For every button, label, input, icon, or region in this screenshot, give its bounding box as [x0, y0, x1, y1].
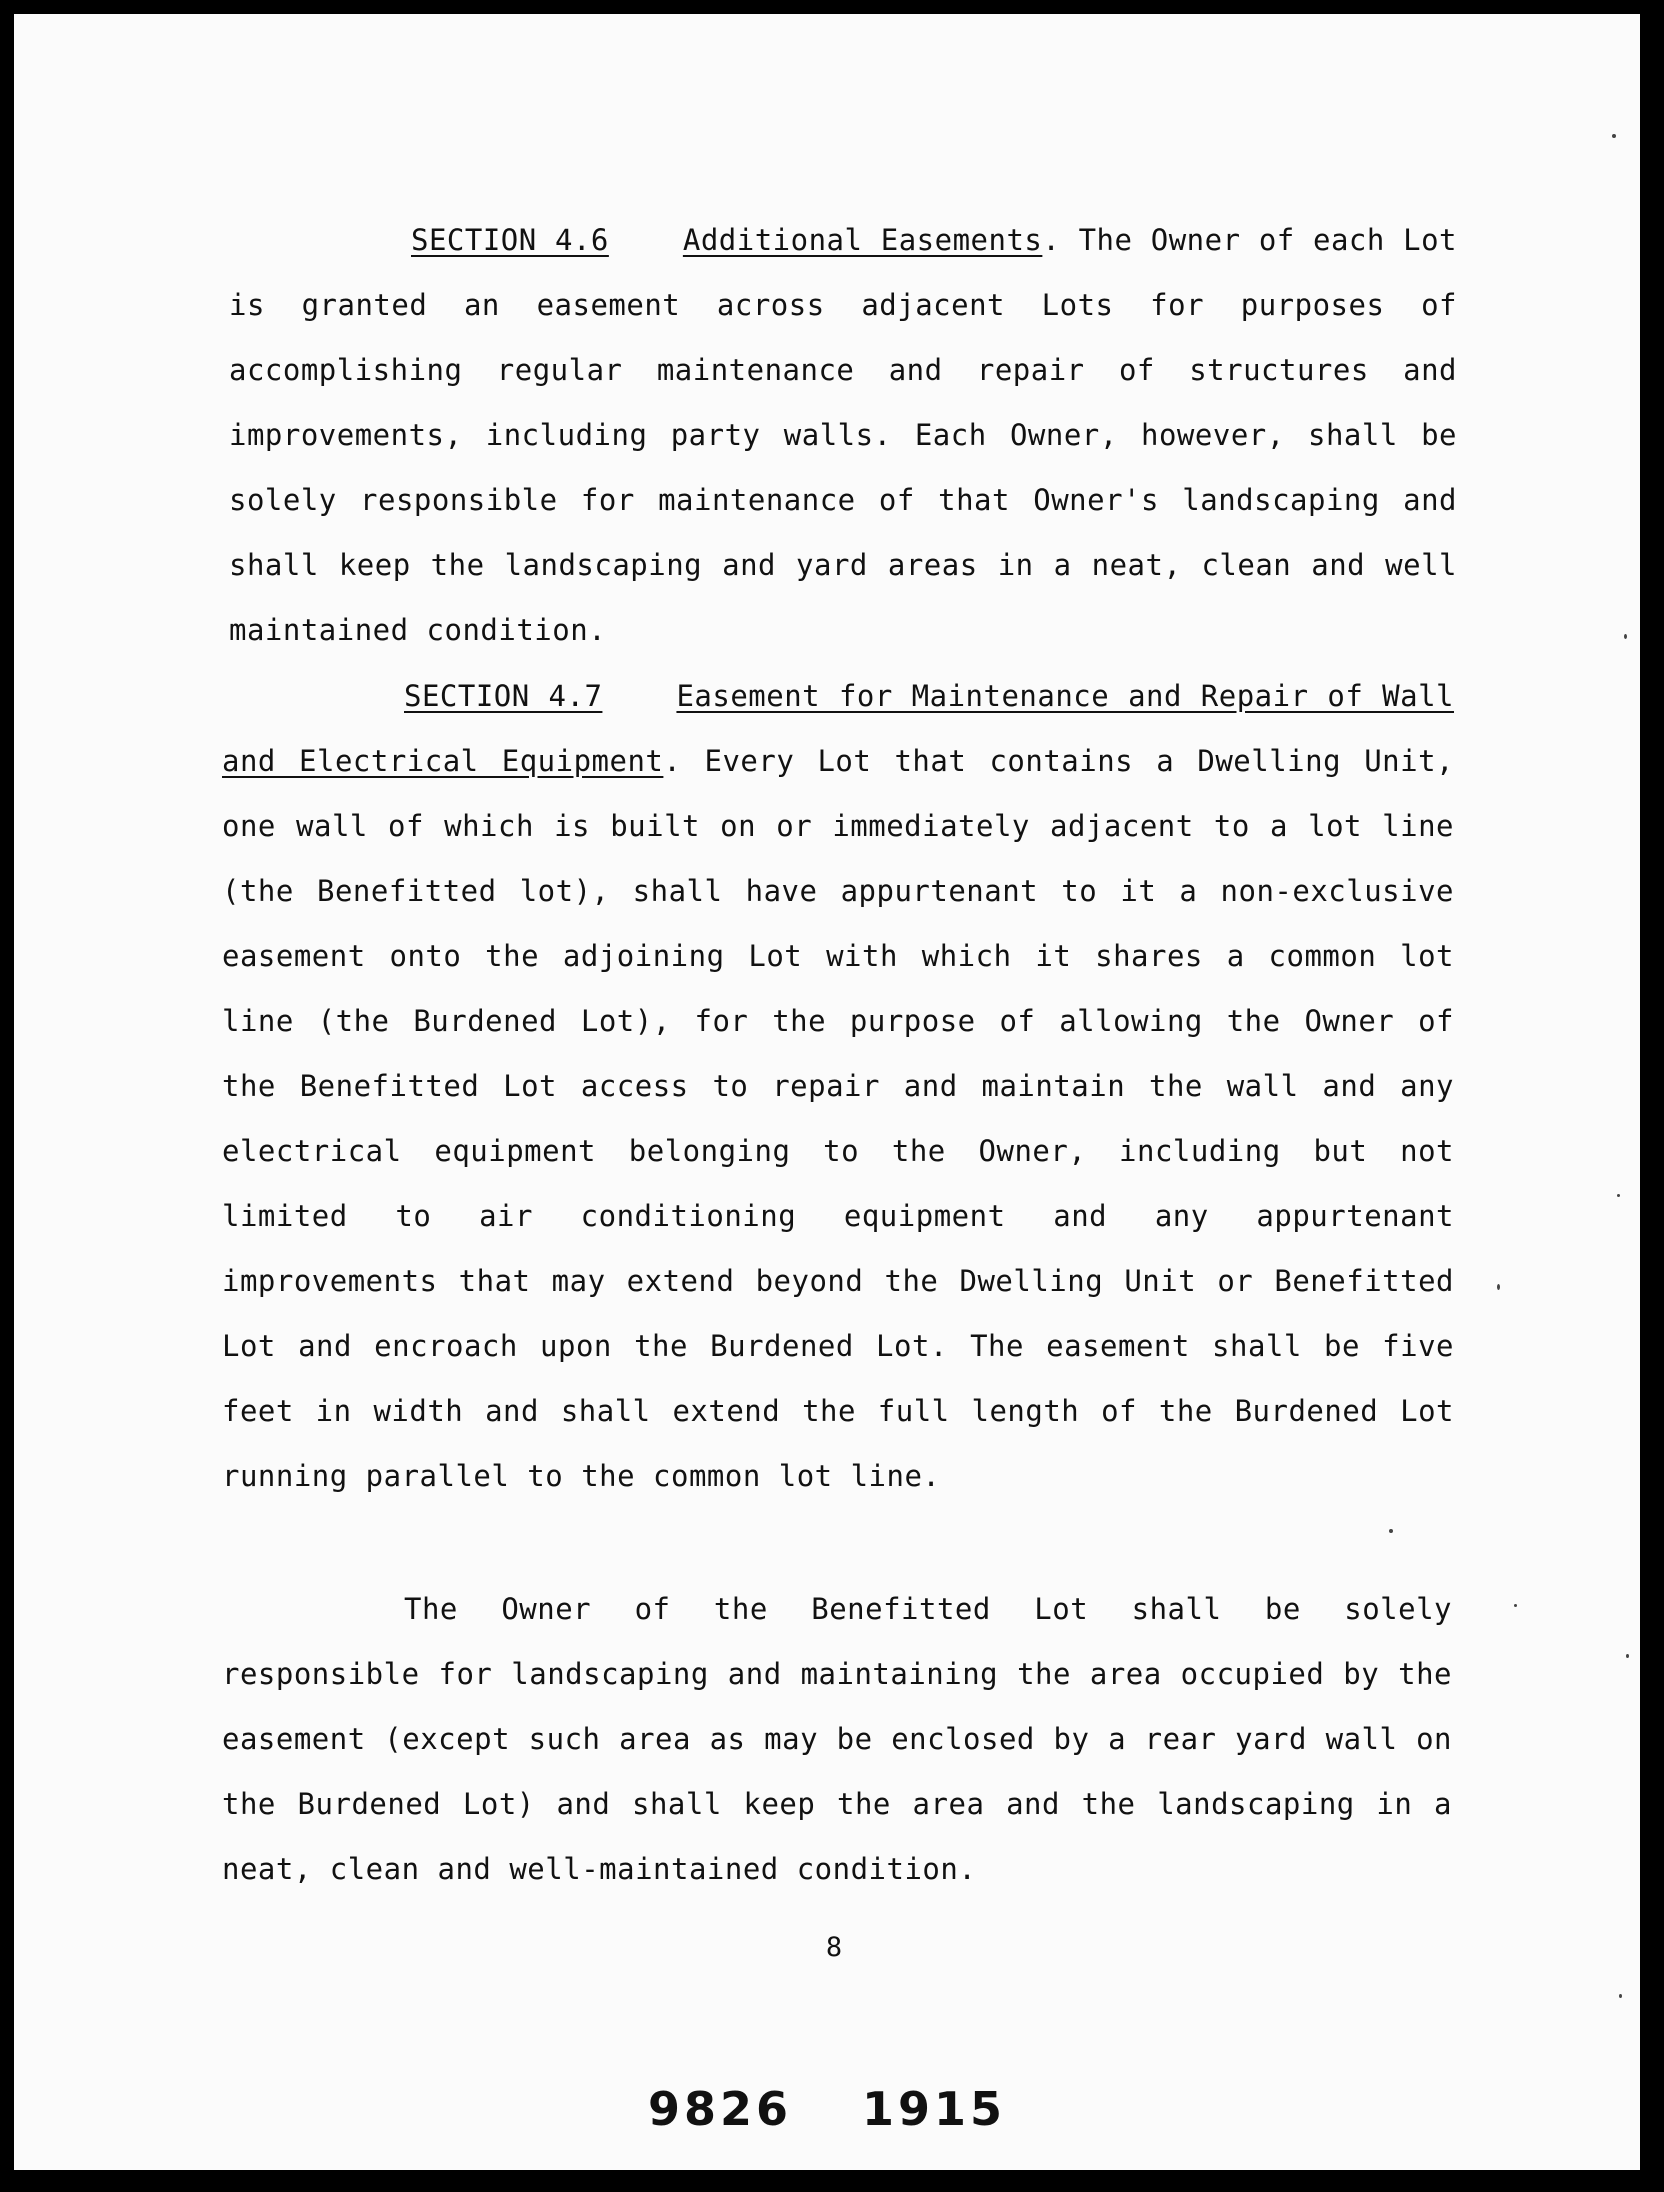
- section-4-7-paragraph: [222, 664, 1454, 1509]
- scan-speck: [1389, 1529, 1393, 1533]
- scan-speck: [1514, 1604, 1517, 1607]
- scan-speck: [1626, 1654, 1629, 1658]
- section-4-6-number: SECTION 4.6: [411, 223, 609, 257]
- scan-speck: [1497, 1284, 1500, 1290]
- scan-speck: [1612, 134, 1616, 138]
- paragraph-3-text: The Owner of the Benefitted Lot shall be solely responsible for landscaping and maintaining the area occupied by the easement (except such area as may be enclosed by a rear yard wall on the Burdened Lot) and shall keep the area and the landscaping in a neat, clean and well-maintained condition.: [222, 1592, 1452, 1886]
- document-id-part2: 1915: [862, 2082, 1007, 2136]
- scan-speck: [1624, 634, 1627, 639]
- document-id-part1: 9826: [647, 2082, 792, 2136]
- scan-speck: [1619, 1994, 1622, 1998]
- section-4-6-title: Additional Easements: [682, 223, 1043, 257]
- benefitted-lot-paragraph: [222, 1577, 1452, 1902]
- section-4-6-body: . The Owner of each Lot is granted an easement across adjacent Lots for purposes of accomplishing regular maintenance and repair of structures and improvements, including party walls. Each Owner, however, shall be solely responsible for maintenance of that Owner's landscaping and shall keep the landscaping and yard areas in a neat, clean and well maintained condition.: [229, 223, 1457, 647]
- page-number: 8: [825, 1932, 843, 1963]
- section-4-7-number: SECTION 4.7: [404, 679, 603, 713]
- section-4-7: [222, 664, 1454, 1509]
- section-4-6-paragraph: [229, 208, 1457, 663]
- section-4-7-title: Easement for Maintenance and Repair of Wall and Electrical Equipment: [222, 679, 1454, 778]
- scan-speck: [1617, 1194, 1620, 1197]
- document-page: [14, 14, 1640, 2170]
- section-4-7-body: . Every Lot that contains a Dwelling Unit, one wall of which is built on or immediately adjacent to a lot line (the Benefitted lot), shall have appurtenant to it a non-exclusive easement onto the adjoining Lot with which it shares a common lot line (the Burdened Lot), for the purpose of allowing the Owner of the Benefitted Lot access to repair and maintain the wall and any electrical equipment belonging to the Owner, including but not limited to air conditioning equipment and any appurtenant improvements that may extend beyond the Dwelling Unit or Benefitted Lot and encroach upon the Burdened Lot. The easement shall be five feet in width and shall extend the full length of the Burdened Lot running parallel to the common lot line.: [222, 744, 1454, 1493]
- section-4-6: [229, 208, 1457, 663]
- document-id: [14, 2082, 1640, 2136]
